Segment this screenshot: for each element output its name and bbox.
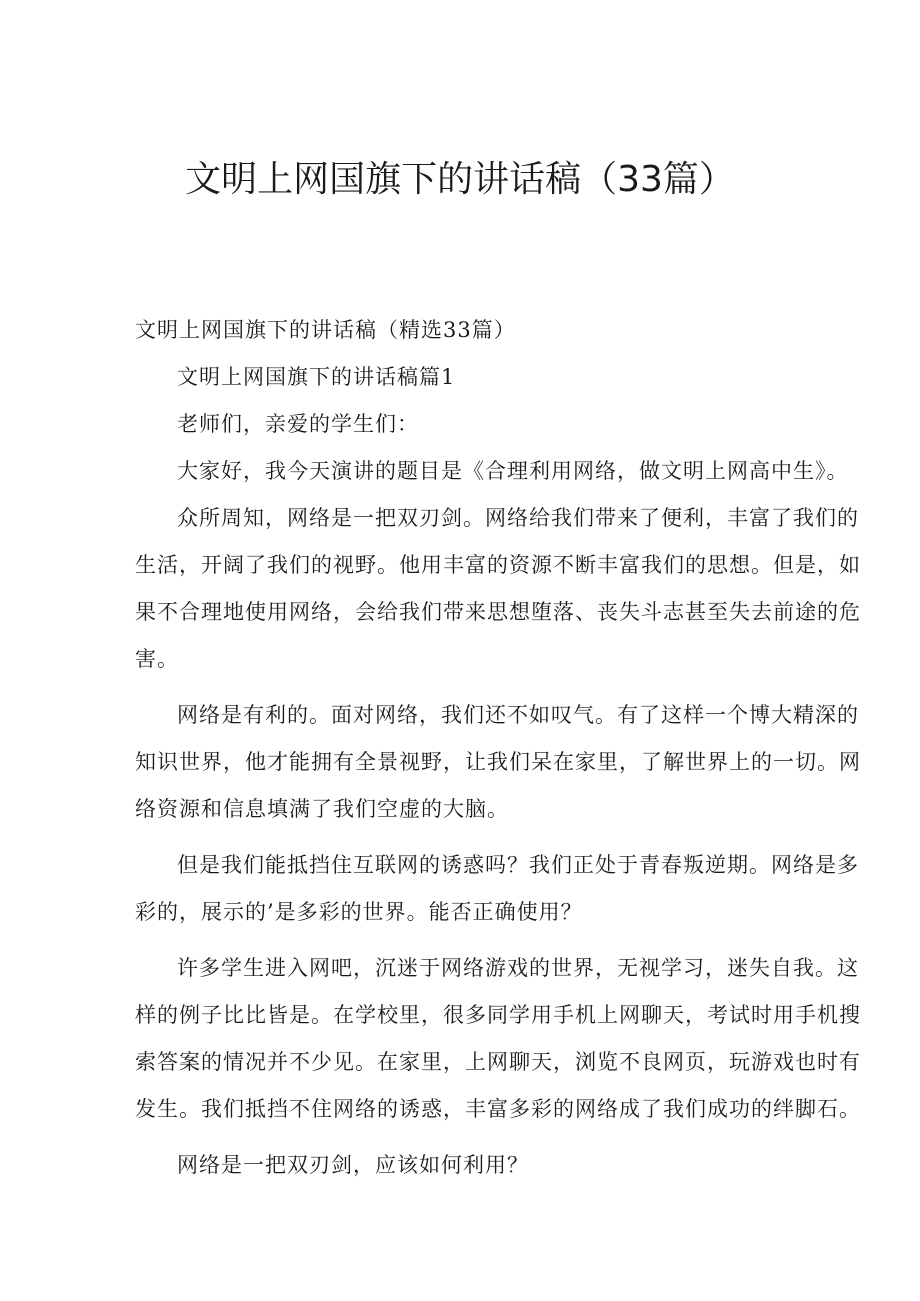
paragraph-line: 大家好，我今天演讲的题目是《合理利用网络，做文明上网高中生》。	[177, 459, 849, 483]
paragraph-line: 害。	[135, 647, 179, 671]
paragraph-line: 许多学生进入网吧，沉迷于网络游戏的世界，无视学习，迷失自我。这	[177, 956, 859, 980]
paragraph-line: 网络是一把双刃剑，应该如何利用？	[177, 1153, 529, 1177]
paragraph-line: 络资源和信息填满了我们空虚的大脑。	[135, 797, 509, 821]
paragraph-line: 彩的，展示的’是多彩的世界。能否正确使用？	[135, 900, 583, 924]
document-title: 文明上网国旗下的讲话稿（33篇）	[185, 159, 735, 200]
paragraph-line: 发生。我们抵挡不住网络的诱惑，丰富多彩的网络成了我们成功的绊脚石。	[135, 1097, 861, 1121]
paragraph	[135, 495, 861, 683]
paragraph	[135, 1142, 795, 1189]
paragraph	[135, 842, 859, 936]
paragraph-line: 样的例子比比皆是。在学校里，很多同学用手机上网聊天，考试时用手机搜	[135, 1003, 861, 1027]
paragraph-line: 果不合理地使用网络，会给我们带来思想堕落、丧失斗志甚至失去前途的危	[135, 600, 861, 624]
paragraph	[135, 448, 849, 495]
paragraph-line: 知识世界，他才能拥有全景视野，让我们呆在家里，了解世界上的一切。网	[135, 750, 861, 774]
paragraph-line: 生活，开阔了我们的视野。他用丰富的资源不断丰富我们的思想。但是，如	[135, 553, 861, 577]
paragraph	[135, 945, 861, 1133]
paragraph	[135, 692, 861, 833]
paragraph-line: 但是我们能抵挡住互联网的诱惑吗？我们正处于青春叛逆期。网络是多	[177, 853, 859, 877]
paragraph-line: 网络是有利的。面对网络，我们还不如叹气。有了这样一个博大精深的	[177, 703, 859, 727]
document-body	[135, 307, 861, 1189]
paragraph-line: 众所周知，网络是一把双刃剑。网络给我们带来了便利，丰富了我们的	[177, 506, 859, 530]
document-subtitle: 文明上网国旗下的讲话稿（精选33篇）	[135, 318, 516, 342]
section-heading: 文明上网国旗下的讲话稿篇1	[177, 365, 456, 389]
salutation: 老师们，亲爱的学生们：	[177, 412, 419, 436]
paragraph-line: 索答案的情况并不少见。在家里，上网聊天，浏览不良网页，玩游戏也时有	[135, 1050, 861, 1074]
